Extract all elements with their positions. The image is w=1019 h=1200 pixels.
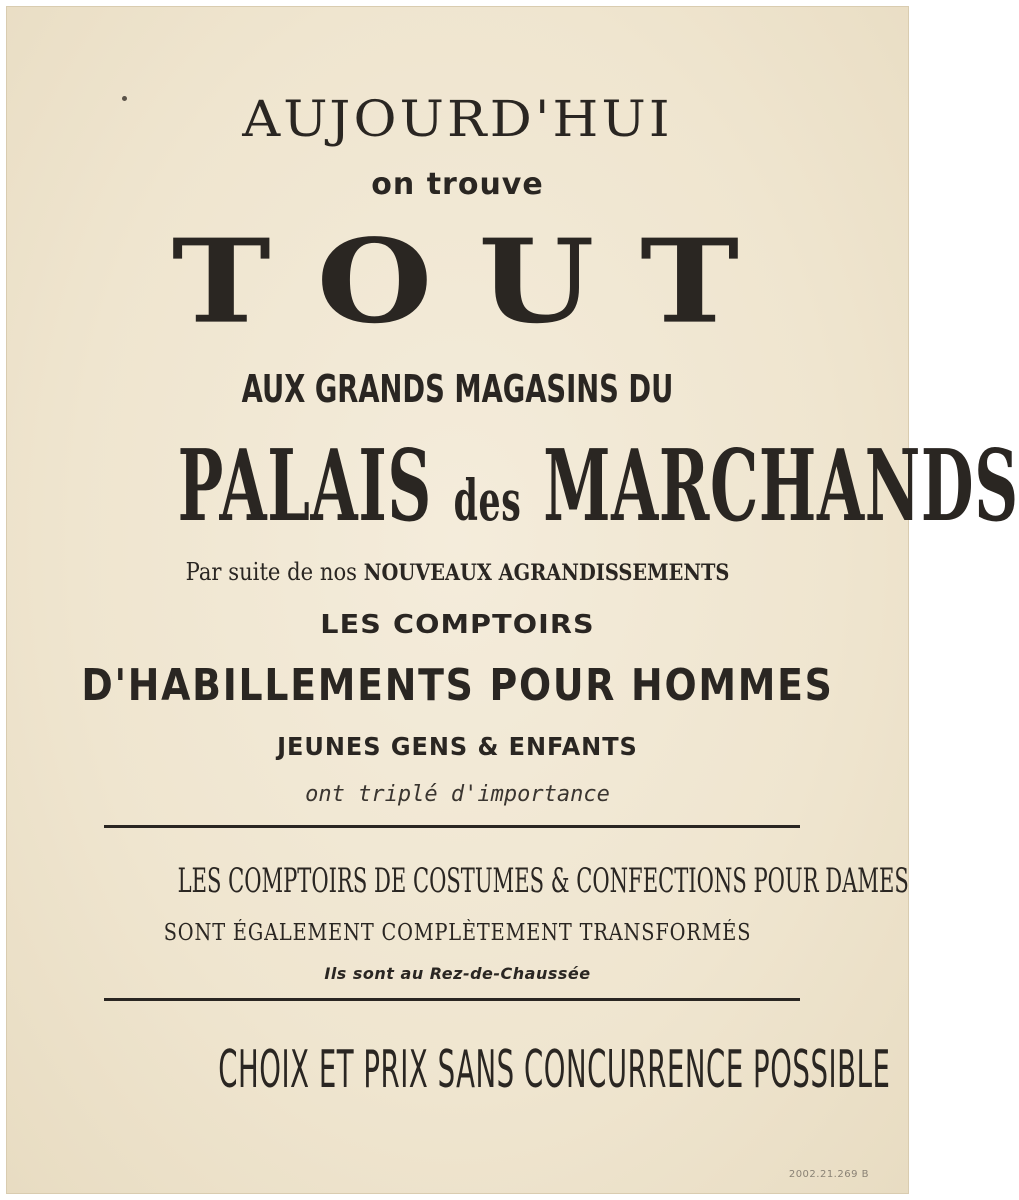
subline-jeunes-gens: JEUNES GENS & ENFANTS bbox=[277, 732, 638, 761]
subline-triple: ont triplé d'importance bbox=[305, 782, 610, 807]
subline-on-trouve: on trouve bbox=[371, 167, 544, 202]
store-name-marchands: MARCHANDS bbox=[543, 429, 1019, 544]
line-transformes: SONT ÉGALEMENT COMPLÈTEMENT TRANSFORMÉS bbox=[163, 920, 752, 946]
expansion-line-caps: NOUVEAUX AGRANDISSEMENTS bbox=[363, 560, 730, 586]
subline-grands-magasins: AUX GRANDS MAGASINS DU bbox=[241, 367, 674, 411]
store-name-des: des bbox=[453, 468, 522, 534]
line-costumes-dames: LES COMPTOIRS DE COSTUMES & CONFECTIONS POUR DAMES bbox=[177, 861, 909, 901]
store-name bbox=[177, 429, 1019, 544]
expansion-line bbox=[60, 560, 855, 584]
headline-tout: TOUT bbox=[171, 214, 785, 350]
line-rez-de-chaussee: Ils sont au Rez-de-Chaussée bbox=[324, 964, 591, 983]
heading-habillements: D'HABILLEMENTS POUR HOMMES bbox=[81, 660, 834, 711]
headline-aujourdhui: AUJOURD'HUI bbox=[242, 90, 673, 148]
expansion-line-intro: Par suite de nos bbox=[185, 558, 358, 586]
divider-rule bbox=[104, 825, 800, 828]
divider-rule bbox=[104, 998, 800, 1001]
closing-line-choix: CHOIX ET PRIX SANS CONCURRENCE POSSIBLE bbox=[218, 1040, 891, 1100]
poster-sheet bbox=[6, 6, 1019, 1194]
store-name-palais: PALAIS bbox=[177, 429, 432, 544]
inventory-mark: 2002.21.269 B bbox=[788, 1169, 869, 1180]
heading-les-comptoirs: LES COMPTOIRS bbox=[320, 610, 595, 640]
